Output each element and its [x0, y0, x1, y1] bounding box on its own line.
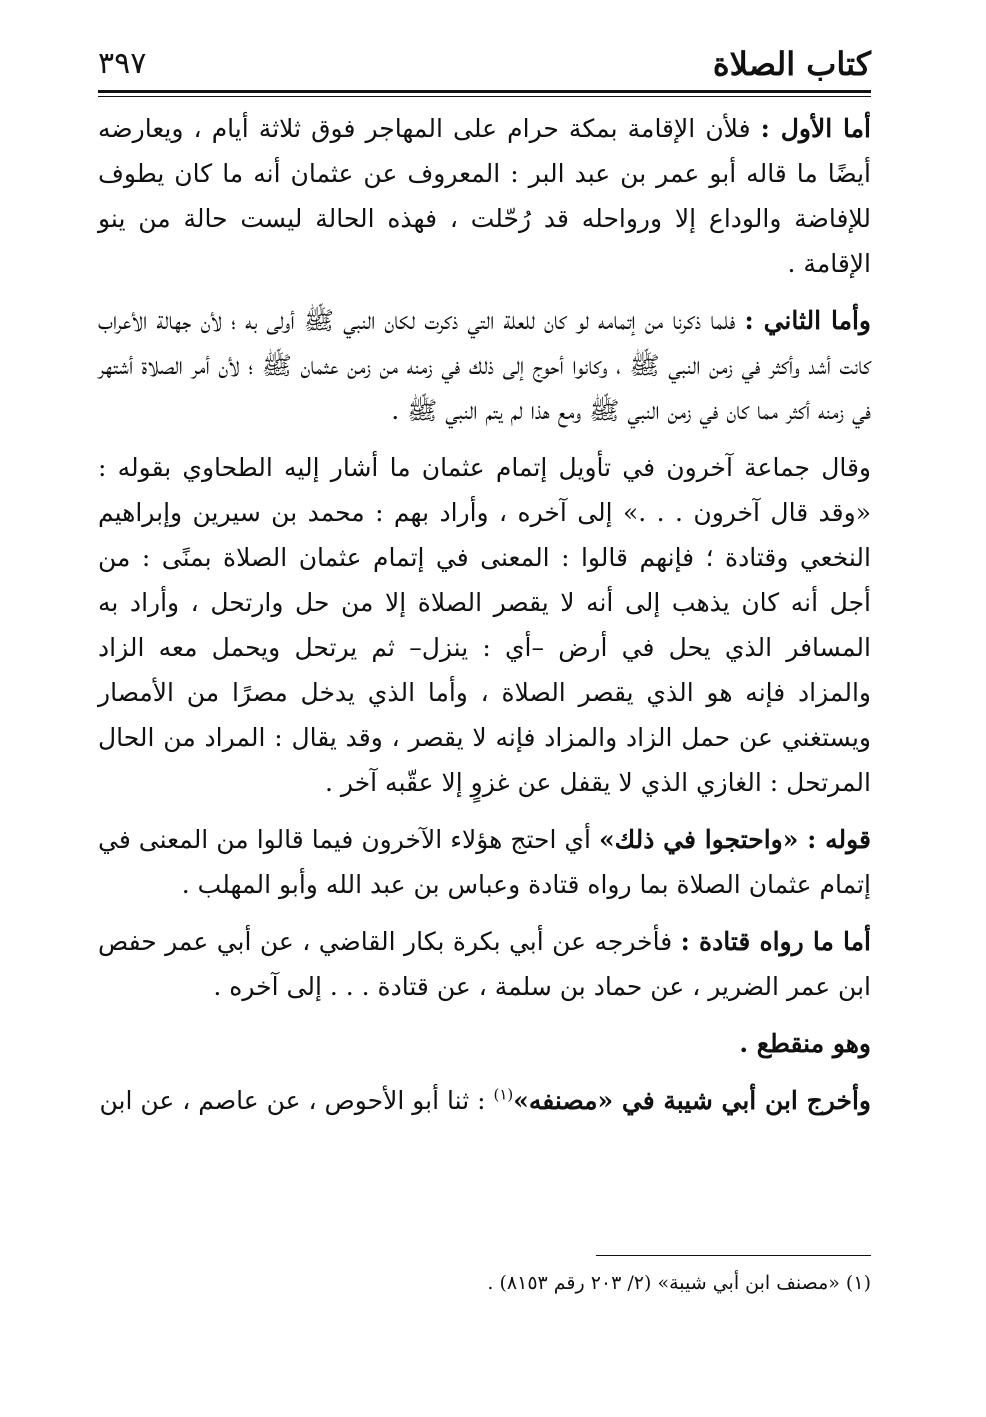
paragraph-other-scholars — [98, 445, 871, 805]
header-rule-thin — [98, 96, 871, 97]
page-number: ٣٩٧ — [98, 46, 147, 81]
paragraph-lead: وهو منقطع . — [739, 1029, 871, 1058]
header-rule-thick — [98, 90, 871, 93]
main-text — [98, 106, 871, 1135]
paragraph-body: فلأن الإقامة بمكة حرام على المهاجر فوق ثلاثة أيام ، ويعارضه أيضًا ما قاله أبو عمر بن عبد البر : المعروف عن عثمان أنه ما كان يطوف للإفاضة والوداع إلا ورواحله قد رُحّلت ، فهذه الحالة ليست حالة من ينو الإقامة . — [98, 114, 871, 278]
page-header — [98, 42, 871, 90]
paragraph-body: فلما ذكرنا من إتمامه لو كان للعلة التي ذكرت لكان النبي ﷺ أولى به ؛ لأن جهالة الأعراب كانت أشد وأكثر في زمن النبي ﷺ ، وكانوا أحوج إلى ذلك في زمنه من زمن عثمان ﷺ ؛ لأن أمر الصلاة أشتهر في زمنه أكثر مما كان في زمن النبي ﷺ ومع هذا لم يتم النبي ﷺ . — [98, 306, 871, 425]
paragraph-lead: وأخرج ابن أبي شيبة في «مصنفه» — [513, 1086, 871, 1115]
paragraph-body: فأخرجه عن أبي بكرة بكار القاضي ، عن أبي عمر حفص ابن عمر الضرير ، عن حماد بن سلمة ، عن قتادة . . . إلى آخره . — [98, 927, 871, 1001]
paragraph-lead: قوله : «واحتجوا في ذلك» — [598, 825, 872, 854]
paragraph-quote-argument — [98, 817, 871, 907]
paragraph-lead: وأما الثاني : — [744, 306, 871, 335]
footnote: (١) «مصنف ابن أبي شيبة» (٢/ ٢٠٣ رقم ٨١٥٣) . — [487, 1272, 871, 1294]
footnote-marker[interactable]: (١) — [493, 1085, 514, 1104]
paragraph-body: أي احتج هؤلاء الآخرون فيما قالوا من المعنى في إتمام عثمان الصلاة بما رواه قتادة وعباس بن عبد الله وأبو المهلب . — [98, 825, 871, 899]
paragraph-body: : ثنا أبو الأحوص ، عن عاصم ، عن ابن — [99, 1086, 494, 1115]
paragraph-lead: أما ما رواه قتادة : — [680, 927, 871, 956]
paragraph-ibn-abi-shayba — [98, 1078, 871, 1123]
paragraph-first-point — [98, 106, 871, 286]
paragraph-lead: أما الأول : — [760, 114, 872, 143]
footnote-separator — [596, 1255, 871, 1256]
paragraph-body: وقال جماعة آخرون في تأويل إتمام عثمان ما أشار إليه الطحاوي بقوله : «وقد قال آخرون . . .» إلى آخره ، وأراد بهم : محمد بن سيرين وإبراهيم النخعي وقتادة ؛ فإنهم قالوا : المعنى في إتمام عثمان الصلاة بمنًى : من أجل أنه كان يذهب إلى أنه لا يقصر الصلاة إلا من حل وارتحل ، وأراد به المسافر الذي يحل في أرض –أي : ينزل– ثم يرتحل ويحمل معه الزاد والمزاد فإنه هو الذي يقصر الصلاة ، وأما الذي يدخل مصرًا من الأمصار ويستغني عن حمل الزاد والمزاد فإنه لا يقصر ، وقد يقال : المراد من الحال المرتحل : الغازي الذي لا يقفل عن غزوٍ إلا عقّبه آخر . — [98, 453, 871, 797]
paragraph-munqati — [98, 1021, 871, 1066]
chapter-title: كتاب الصلاة — [712, 45, 871, 83]
paragraph-second-point — [98, 298, 871, 433]
paragraph-qatada-narration — [98, 919, 871, 1009]
